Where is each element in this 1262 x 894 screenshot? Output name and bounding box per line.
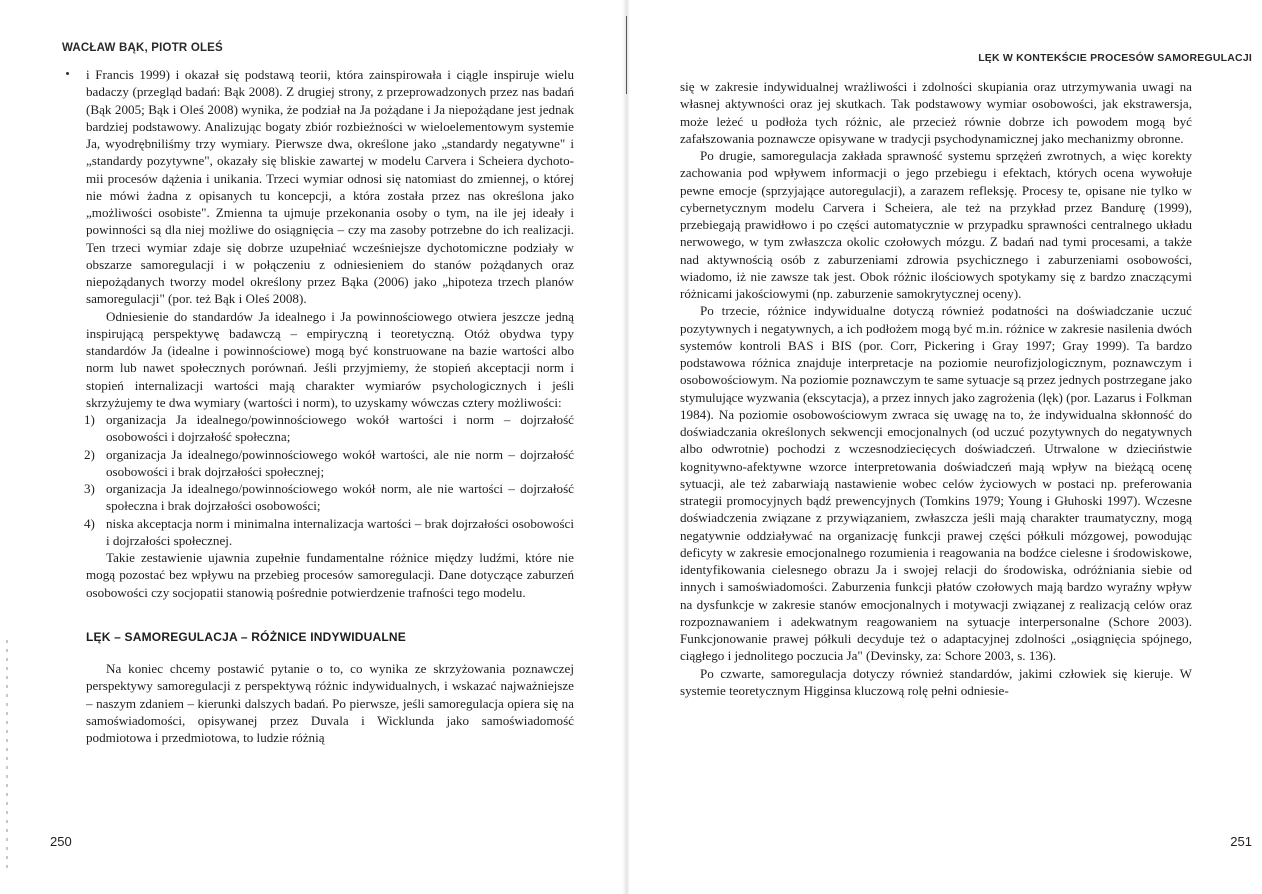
list-number: 2)	[84, 446, 95, 462]
book-gutter	[622, 0, 630, 894]
list-number: 3)	[84, 481, 95, 496]
paragraph: Odniesienie do standardów Ja idealnego i Ja powinnościowego otwiera jeszcze jedną inspirującą perspektywę badawczą – empiryczną i teoretyczną. Otóż obydwa typy standardów Ja (idealne i powinnościowe) mogą być konstruowane na bazie wartości albo norm lub nawet społecznych porównań. Jeśli przyjmiemy, że stopień akceptacji norm i stopień internalizacji wartości mają charakter wymiarów psychologicznych i jeśli skrzyżujemy te dwa wymiary (wartości i norm), to uzyskamy wówczas cztery możliwości:	[86, 308, 574, 410]
list-item-text: organizacja Ja idealnego/powinnościowego wokół norm, ale nie wartości – dojrzałość społeczna i brak dojrzałości osobowości;	[106, 481, 574, 514]
list-item-text: organizacja Ja idealnego/powinnościowego wokół wartości, ale nie norm – dojrzałość osobowości i brak dojrzałości społecznej;	[106, 446, 574, 479]
list-item-text: niska akceptacja norm i minimalna internalizacja wartości – brak dojrzałości osobowości i dojrzałości społecznej.	[106, 515, 574, 548]
list-item	[86, 515, 574, 550]
page-number: 251	[1230, 834, 1252, 849]
paragraph: Takie zestawienie ujawnia zupełnie fundamentalne różnice między ludźmi, które nie mogą pozostać bez wpływu na przebieg procesów samoregulacji. Dane dotyczące zaburzeń osobowości czy socjopatii stanowią pośrednie potwierdzenie trafności tego modelu.	[86, 550, 574, 600]
left-page-body	[86, 66, 574, 746]
paragraph: się w zakresie indywidualnej wrażliwości i zdolności skupiania oraz utrzymywania uwagi na własnej aktywności oraz jej skutkach. Tak podstawowy wymiar osobowości, jak ekstrawersja, może leżeć u podłoża tych różnic, ale przecież równie dobrze ich powodem mogą być zafałszowania poznawcze opisywane w tradycji psychodynamicznej jako mechanizmy obronne.	[680, 79, 1192, 146]
section-heading: LĘK – SAMOREGULACJA – RÓŻNICE INDYWIDUALNE	[86, 629, 406, 644]
gutter-crease	[626, 16, 627, 94]
list-number: 4)	[84, 515, 95, 531]
paragraph: Po czwarte, samoregulacja dotyczy również standardów, jakimi człowiek się kieruje. W systemie teoretycznym Higginsa kluczową rolę pełni odniesie-	[680, 665, 1192, 698]
right-page	[630, 0, 1262, 894]
left-page	[0, 0, 622, 894]
running-head-title: LĘK W KONTEKŚCIE PROCESÓW SAMOREGULACJI	[978, 52, 1252, 64]
paragraph: Na koniec chcemy postawić pytanie o to, co wynika ze skrzyżowania poznawczej perspektywy samoregulacji z perspektywą różnic indywidualnych, i wskazać najważniejsze – naszym zdaniem – kierunki dalszych badań. Po pierwsze, jeśli samoregulacja opiera się na samoświadomości, opisywanej przez Duvala i Wicklunda jako samoświadomość podmiotowa i przedmiotowa, to ludzie różnią	[86, 661, 574, 745]
running-head-authors: WACŁAW BĄK, PIOTR OLEŚ	[62, 42, 223, 54]
possibilities-list	[86, 411, 574, 549]
paragraph: i Francis 1999) i okazał się podstawą teorii, która zainspirowała i ciągle inspiruje wielu badaczy (przegląd badań: Bąk 2008). Z drugiej strony, z przeprowadzonych przez nas badań (Bąk 2005; Bąk i Oleś 2008) wynika, że podział na Ja pożądane i Ja niepożądane jest jednak bardziej podstawowy. Analizując bogaty zbiór rozbieżności w wieloelementowym systemie Ja, wyodrębniliśmy trzy wymiary. Pierwsze dwa, określone jako „standardy negatywne" i „standardy pozytywne", okazały się bliskie zawartej w modelu Carvera i Scheiera dychotomii procesów dążenia i unikania. Trzeci wymiar odnosi się natomiast do zmiennej, o której nie mówi żadna z opisanych tu koncepcji, a która została przez nas określona jako „możliwości osobiste". Zmienna ta ujmuje przekonania osoby o tym, na ile jej ideały i powinności są dla niej możliwe do osiągnięcia – czy ma zasoby potrzebne do ich realizacji. Ten trzeci wymiar zdaje się dobrze uzupełniać wcześniejsze dychotomiczne podziały w obszarze samoregulacji i w połączeniu z odniesieniem do stanów pożądanych oraz niepożądanych tworzy model określony przez Bąka (2006) jako „hipoteza trzech planów samoregulacji" (por. też Bąk i Oleś 2008).	[86, 67, 574, 307]
paragraph: Po trzecie, różnice indywidualne dotyczą również podatności na doświadczanie uczuć pozytywnych i negatywnych, a ich podłożem mogą być m.in. różnice w zakresie nasilenia dwóch systemów kontroli BAS i BIS (por. Corr, Pickering i Gray 1997; Gray 1999). Ta bardzo podstawowa różnica znajduje interpretacje na poziomie neurofizjologicznym, poznawczym i osobowościowym. Na poziomie poznawczym te same sytuacje są przez jednych postrzegane jako stymulujące wyzwania (ekscytacja), a przez innych jako zagrożenia (lęk) (por. Lazarus i Folkman 1984). Na poziomie osobowościowym zwraca się uwagę na to, że indywidualna skłonność do doświadczania określonych sekwencji emocjonalnych (od uczuć pozytywnych do negatywnych albo odwrotnie) pochodzi z wczesnodziecięcych doświadczeń. Utrwalone w dzieciństwie kognitywno-afektywne wzorce interpretowania doświadczeń mają wpływ na bieżącą ocenę sytuacji, ale też zabarwiają nastawienie wobec celów życiowych w postaci np. preferowania strategii promocyjnych bądź prewencyjnych (Tomkins 1979; Young i Głuhoski 1997). Wczesne doświadczenia związane z przywiązaniem, zwłaszcza jeśli mają charakter traumatyczny, mogą negatywnie oddziaływać na organizację funkcji prawej części półkuli mózgowej, powodując deficyty w zakresie emocjonalnego rozumienia i reagowania na bodźce cielesne i środowiskowe, identyfikowania cielesnego obrazu Ja i swojej relacji do środowiska, odróżniania siebie od innych i samoświadomości. Zaburzenia funkcji płatów czołowych mają bardzo wyraźny wpływ na dysfunkcje w zakresie stanów emocjonalnych i motywacji związanej z realizacją celów oraz rozpoznawaniem i adekwatnym reagowaniem na sytuacje interpersonalne (Schore 2003). Funkcjonowanie prawej półkuli decyduje też o adaptacyjnej zdolności „osiągnięcia spójnego, ciągłego i jednolitego poczucia Ja" (Devinsky, za: Schore 2003, s. 136).	[680, 303, 1192, 664]
list-item	[86, 480, 574, 515]
right-page-body	[680, 78, 1192, 699]
list-item-text: organizacja Ja idealnego/powinnościowego wokół wartości i norm – dojrzałość osobowości i dojrzałość społeczna;	[106, 412, 574, 445]
paragraph: Po drugie, samoregulacja zakłada sprawność systemu sprzężeń zwrotnych, a więc korekty zachowania pod wpływem informacji o jego przebiegu i efektach, których ocena wywołuje pewne emocje (sprzyjające autoregulacji), a zarazem refleksję. Procesy te, opisane nie tylko w cybernetycznym modelu Carvera i Scheiera, ale też na przykład przez Bandurę (1999), przebiegają prawidłowo i po części automatycznie w przypadku sprawności centralnego układu nerwowego, w tym zwłaszcza okolic czołowych mózgu. Z badań nad tymi procesami, a także nad aktywnością osób z zaburzeniami zdrowia psychicznego i zaburzeniami osobowości, wiadomo, iż nie zawsze tak jest. Obok różnic ilościowych spotykamy się z bardzo znaczącymi różnicami jakościowymi (np. zaburzenie samokrytycznej oceny).	[680, 148, 1192, 301]
list-item	[86, 446, 574, 481]
margin-dot	[66, 72, 69, 75]
list-item	[86, 411, 574, 446]
page-number: 250	[50, 834, 72, 849]
list-number: 1)	[84, 412, 95, 427]
